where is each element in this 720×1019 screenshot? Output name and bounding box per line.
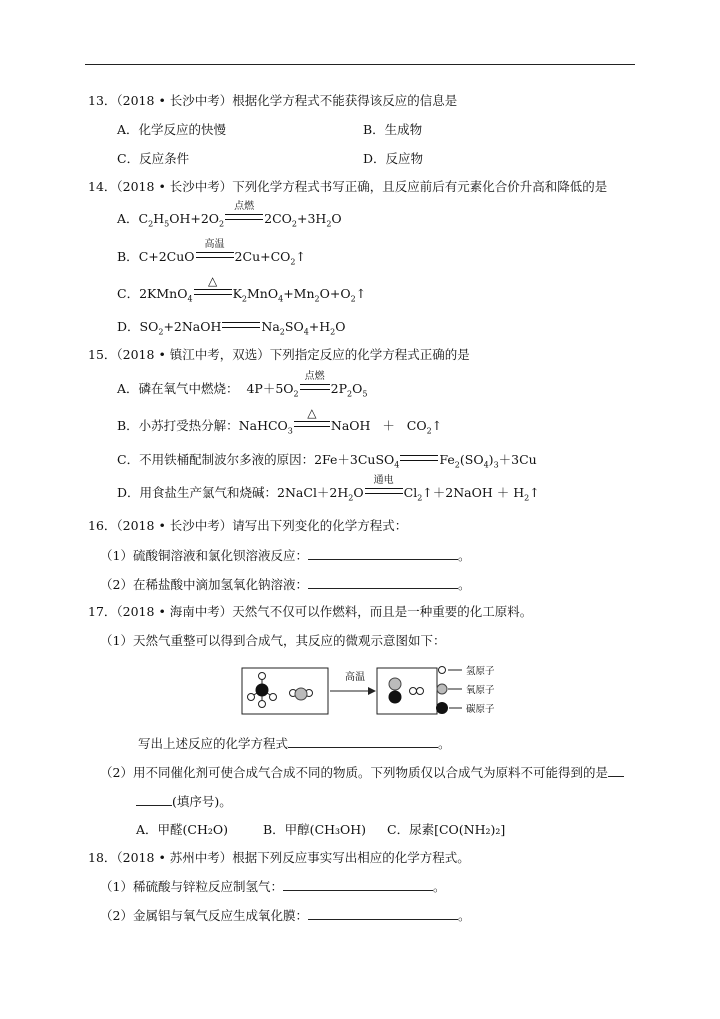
legend-carbon-icon: [436, 702, 448, 714]
carbon-atom: [389, 691, 402, 704]
q17-option-b: B．甲醇(CH₃OH): [263, 822, 367, 837]
q14-option-d: D．$SO_2+2NaOH$ $Na_2SO_4+H_2O$: [117, 319, 346, 337]
q15-option-b-text: B．小苏打受热分解：: [117, 418, 239, 433]
q17-part-2-cont: [136, 793, 232, 810]
arrowhead: [368, 687, 376, 695]
legend-oxygen-label: 氧原子: [466, 685, 495, 696]
q18-stem: 18．（2018 • 苏州中考）根据下列反应事实写出相应的化学方程式。: [88, 850, 470, 865]
oxygen-atom: [389, 678, 401, 690]
q15-option-d: D．用食盐生产氯气和烧碱：$2NaCl+2H_2O$ 通电 $Cl_2↑+2NaOH$ ＋ $H_2↑$: [117, 475, 540, 503]
water-molecule: [290, 688, 313, 700]
q14-option-c: C．2KMnO$_4$ △ $K_2MnO_4+Mn_2O+O_2↑$: [117, 274, 367, 304]
period: 。: [457, 548, 471, 563]
q13-stem: 13．（2018 • 长沙中考）根据化学方程式不能获得该反应的信息是: [88, 93, 458, 108]
legend: [436, 665, 495, 715]
q17-part-2-tail: (填序号)。: [172, 794, 232, 809]
period: 。: [432, 879, 446, 894]
equation-sign: 高温: [196, 252, 234, 261]
equation-sign: 点燃: [300, 384, 330, 393]
q15-stem: 15．（2018 • 镇江中考，双选）下列指定反应的化学方程式正确的是: [88, 347, 470, 362]
q15-option-a: A．磷在氧气中燃烧： $4P+5O_2$ 点燃 $2P_2O_5$: [117, 371, 368, 399]
q16-part-2-text: （2）在稀盐酸中滴加氢氧化钠溶液：: [100, 577, 308, 592]
q14-option-c-label: C．: [117, 286, 140, 301]
answer-blank[interactable]: [308, 907, 458, 920]
q18-part-1: [100, 878, 445, 895]
header-rule: [85, 64, 635, 65]
hydrogen-atom: [410, 688, 417, 695]
q17-part-1-write: [138, 735, 451, 752]
equation-sign: 点燃: [225, 214, 263, 223]
q16-part-2: [100, 576, 470, 593]
q17-part-2-text: （2）用不同催化剂可使合成气合成不同的物质。下列物质仅以合成气为原料不可能得到的是: [100, 765, 608, 780]
reaction-micro-diagram: [240, 662, 510, 722]
co-molecule: [389, 678, 402, 704]
q13-option-b: B．生成物: [363, 122, 423, 137]
equation-sign: [222, 322, 260, 331]
hydrogen-atom: [270, 694, 277, 701]
equation-sign: [400, 455, 438, 464]
period: 。: [457, 577, 471, 592]
q15-option-b: B．小苏打受热分解：NaHCO$_3$ △ NaOH ＋ $CO_2↑$: [117, 406, 443, 436]
q15-option-d-text: D．用食盐生产氯气和烧碱：: [117, 485, 278, 500]
q13-option-d: D．反应物: [363, 151, 424, 166]
q18-part-2-text: （2）金属铝与氧气反应生成氧化膜：: [100, 908, 308, 923]
q18-part-1-text: （1）稀硫酸与锌粒反应制氢气：: [100, 879, 283, 894]
heat-sign: △: [194, 289, 232, 298]
h2-molecule: [410, 688, 424, 695]
hydrogen-atom: [417, 688, 424, 695]
q17-option-c: C．尿素[CO(NH₂)₂]: [387, 822, 506, 837]
legend-hydrogen-icon: [439, 667, 446, 674]
q17-stem: 17．（2018 • 海南中考）天然气不仅可以作燃料，而且是一种重要的化工原料。: [88, 604, 533, 619]
hydrogen-atom: [259, 701, 266, 708]
methane-molecule: [248, 673, 277, 708]
hydrogen-atom: [248, 694, 255, 701]
q15-option-c-text: C．不用铁桶配制波尔多液的原因：: [117, 452, 315, 467]
answer-blank[interactable]: [608, 764, 624, 777]
q14-option-a-label: A．: [117, 211, 139, 226]
answer-blank[interactable]: [288, 735, 438, 748]
q13-option-a: A．化学反应的快慢: [117, 122, 227, 137]
legend-hydrogen-label: 氢原子: [466, 666, 495, 677]
carbon-atom: [256, 684, 269, 697]
period: 。: [438, 736, 451, 751]
q16-stem: 16．（2018 • 长沙中考）请写出下列变化的化学方程式：: [88, 518, 408, 533]
q18-part-2: [100, 907, 470, 924]
q17-part-1-write-text: 写出上述反应的化学方程式: [138, 736, 289, 751]
q14-option-d-label: D．: [117, 319, 140, 334]
product-box: [377, 668, 437, 714]
q15-option-a-text: A．磷在氧气中燃烧：: [117, 381, 239, 396]
q14-stem: 14．（2018 • 长沙中考）下列化学方程式书写正确，且反应前后有元素化合价升高和降低的是: [88, 179, 608, 194]
answer-blank[interactable]: [136, 793, 172, 806]
q17-part-2: [100, 764, 624, 781]
equation-sign: 通电: [365, 488, 403, 497]
legend-carbon-label: 碳原子: [466, 704, 495, 715]
heat-sign: △: [294, 421, 330, 430]
q15-option-c: C．不用铁桶配制波尔多液的原因：2Fe＋3CuSO$_4$ $Fe_2(SO_4)_3+3Cu$: [117, 452, 537, 470]
q16-part-1-text: （1）硫酸铜溶液和氯化钡溶液反应：: [100, 548, 308, 563]
q14-option-b-label: B．: [117, 249, 139, 264]
oxygen-atom: [295, 688, 307, 700]
hydrogen-atom: [259, 673, 266, 680]
answer-blank[interactable]: [283, 878, 433, 891]
q14-option-a: A．$C_2H_5OH+2O_2$ 点燃 $2CO_2+3H_2O$: [117, 201, 342, 229]
period: 。: [457, 908, 471, 923]
q17-part-1: （1）天然气重整可以得到合成气，其反应的微观示意图如下：: [100, 633, 446, 648]
q14-option-b: B．C+2CuO 高温 $2Cu+CO_2↑$: [117, 239, 306, 267]
answer-blank[interactable]: [308, 547, 458, 560]
q13-option-c: C．反应条件: [117, 151, 190, 166]
q17-option-a: A．甲醛(CH₂O): [136, 822, 229, 837]
legend-oxygen-icon: [437, 684, 447, 694]
answer-blank[interactable]: [308, 576, 458, 589]
arrow-condition: 高温: [345, 672, 365, 683]
reactant-box: [242, 668, 328, 714]
q16-part-1: [100, 547, 470, 564]
